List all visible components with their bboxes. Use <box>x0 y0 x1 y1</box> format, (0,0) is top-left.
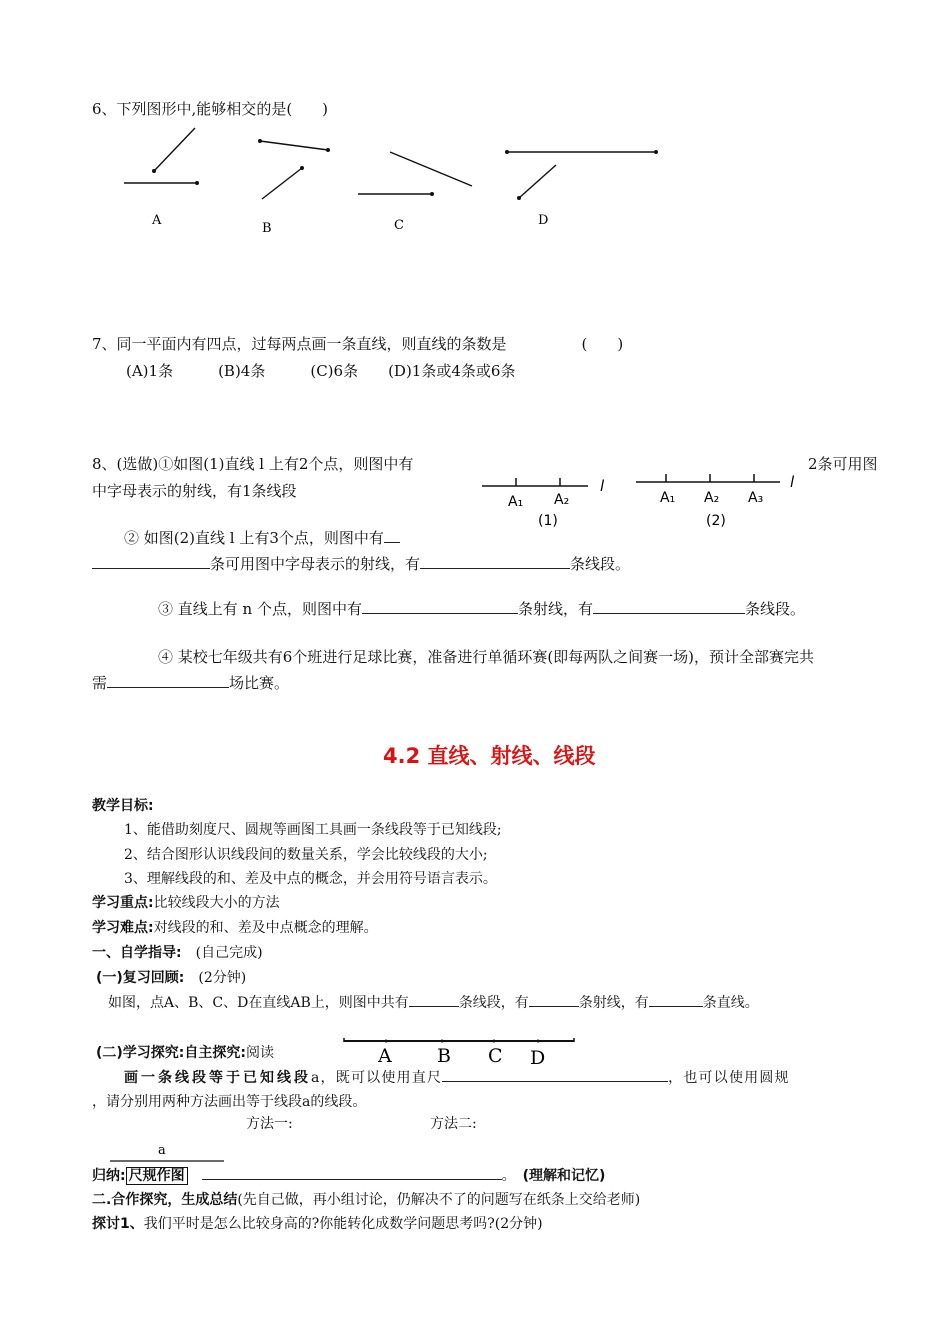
q6-question: 6、下列图形中,能够相交的是( ) <box>92 100 329 118</box>
q8-part4-text: 需 <box>92 674 108 692</box>
method-2: 方法二: <box>430 1116 477 1132</box>
fig1-point-1: A₁ <box>508 494 524 510</box>
label-c: C <box>394 218 404 233</box>
review-blank-b[interactable] <box>529 992 579 1007</box>
q8-part2-blank-b[interactable] <box>92 554 210 569</box>
explore-label: (二)学习探究:自主探究: <box>96 1045 246 1061</box>
fig2-point-3: A₃ <box>748 490 764 506</box>
summary-blank[interactable] <box>202 1165 502 1180</box>
fig2-caption: (2) <box>706 513 726 529</box>
q8-part3-blank-b[interactable] <box>593 599 745 614</box>
figure-1 <box>482 477 605 529</box>
review-blank-c[interactable] <box>649 992 703 1007</box>
q6-figures <box>100 118 800 268</box>
q8-part3 <box>158 598 805 619</box>
self-study-label: 一、自学指导: <box>92 945 182 961</box>
difficult-label: 学习难点: <box>92 920 154 936</box>
q8-part2-line1 <box>124 527 400 548</box>
difficult-text: 对线段的和、差及中点概念的理解。 <box>153 920 378 936</box>
summary-note: (理解和记忆) <box>522 1168 606 1184</box>
method-1: 方法一: <box>246 1116 293 1132</box>
q8-intro-tail: 2条可用图 <box>808 455 878 473</box>
goal-1: 1、能借助刻度尺、圆规等画图工具画一条线段等于已知线段; <box>124 822 502 838</box>
review-q-text-d: 条直线。 <box>702 995 759 1011</box>
points-figure <box>340 1030 580 1070</box>
summary-label: 归纳: <box>92 1168 126 1184</box>
draw-line-2: ，请分别用两种方法画出等于线段a的线段。 <box>92 1094 367 1110</box>
q8-part3-text: ③ 直线上有 n 个点，则图中有 <box>158 600 362 618</box>
discussion-1 <box>92 1213 543 1233</box>
q7-options: (A)1条 (B)4条 (C)6条 (D)1条或4条或6条 <box>126 362 516 380</box>
figure-a <box>124 128 199 228</box>
discussion-label: 探讨1、 <box>92 1216 144 1232</box>
fig2-point-2: A₂ <box>704 490 720 506</box>
draw-line <box>124 1067 790 1087</box>
explore-text: 阅读 <box>246 1045 274 1061</box>
summary-end: 。 <box>501 1168 509 1184</box>
label-a: A <box>152 213 162 228</box>
figure-d <box>505 150 658 228</box>
q8-intro <box>92 453 413 474</box>
q8-part4-line1: ④ 某校七年级共有6个班进行足球比赛，准备进行单循环赛(即每两队之间赛一场)，预计全部赛完共 <box>158 648 815 666</box>
figure-c <box>358 152 472 233</box>
point-a: A <box>378 1045 392 1067</box>
point-b: B <box>437 1045 451 1067</box>
fig2-line-label: l <box>790 473 795 491</box>
q8-part2-text-c: 条线段。 <box>570 555 631 573</box>
label-d: D <box>538 213 549 228</box>
self-study <box>92 942 263 962</box>
draw-blank-ruler[interactable] <box>442 1067 668 1082</box>
q8-part3-blank-a[interactable] <box>362 599 518 614</box>
q8-figures <box>478 470 808 530</box>
q8-part3-text-c: 条线段。 <box>744 600 805 618</box>
point-d: D <box>530 1047 546 1069</box>
review-blank-a[interactable] <box>409 992 459 1007</box>
segment-a-label: a <box>158 1143 166 1158</box>
q8-part2-blank-c[interactable] <box>420 554 570 569</box>
q8-line2: 中字母表示的射线，有1条线段 <box>92 482 297 500</box>
review-question <box>108 992 759 1012</box>
discussion-text: 我们平时是怎么比较身高的?你能转化成数学问题思考吗?(2分钟) <box>143 1216 543 1232</box>
goals-label: 教学目标: <box>92 798 154 814</box>
q8-part2-line2 <box>92 553 630 574</box>
review-q-text: 如图，点A、B、C、D在直线AB上，则图中共有 <box>108 995 409 1011</box>
q8-part4-line2 <box>92 672 289 693</box>
difficult-point <box>92 917 378 937</box>
key-text: 比较线段大小的方法 <box>153 895 280 911</box>
coop-text: (先自己做，再小组讨论，仍解决不了的问题写在纸条上交给老师) <box>237 1192 641 1208</box>
key-point <box>92 892 280 912</box>
draw-bold-text: 画一条线段等于已知线段 <box>124 1070 311 1086</box>
goal-3: 3、理解线段的和、差及中点的概念，并会用符号语言表示。 <box>124 871 497 887</box>
q7-question: 7、同一平面内有四点，过每两点画一条直线，则直线的条数是 ( ) <box>92 335 624 353</box>
fig1-caption: (1) <box>538 513 558 529</box>
review <box>96 967 246 987</box>
fig1-line-label: l <box>600 477 605 495</box>
review-q-text-c: 条射线，有 <box>578 995 649 1011</box>
self-study-note: (自己完成) <box>195 945 263 961</box>
label-b: B <box>262 221 272 236</box>
draw-text-b: ，也可以使用圆规 <box>668 1070 790 1086</box>
fig2-point-1: A₁ <box>660 490 676 506</box>
q8-part4-blank[interactable] <box>107 673 229 688</box>
review-q-text-b: 条线段，有 <box>458 995 529 1011</box>
figure-b <box>258 139 330 236</box>
summary-box: 尺规作图 <box>126 1167 188 1185</box>
q8-intro-text: 8、(选做)①如图(1)直线 l 上有2个点，则图中有 <box>92 455 414 473</box>
section-title: 4.2 直线、射线、线段 <box>383 744 596 768</box>
fig1-point-2: A₂ <box>554 492 570 508</box>
coop-label: 二.合作探究，生成总结 <box>92 1192 238 1208</box>
point-c: C <box>488 1045 503 1067</box>
explore <box>96 1042 274 1062</box>
review-label: (一)复习回顾: <box>96 970 185 986</box>
q8-part4-text-b: 场比赛。 <box>229 674 290 692</box>
key-label: 学习重点: <box>92 895 154 911</box>
draw-text-a: a，既可以使用直尺 <box>311 1070 443 1086</box>
goal-2: 2、结合图形认识线段间的数量关系，学会比较线段的大小; <box>124 847 488 863</box>
figure-2 <box>636 473 795 529</box>
q8-part2-text: ② 如图(2)直线 l 上有3个点，则图中有 <box>124 529 384 547</box>
q8-part3-text-b: 条射线，有 <box>517 600 593 618</box>
summary <box>92 1165 605 1185</box>
coop <box>92 1189 640 1209</box>
review-note: (2分钟) <box>198 970 247 986</box>
q8-part2-blank-a[interactable] <box>384 528 400 543</box>
q8-part2-text-b: 条可用图中字母表示的射线，有 <box>210 555 421 573</box>
